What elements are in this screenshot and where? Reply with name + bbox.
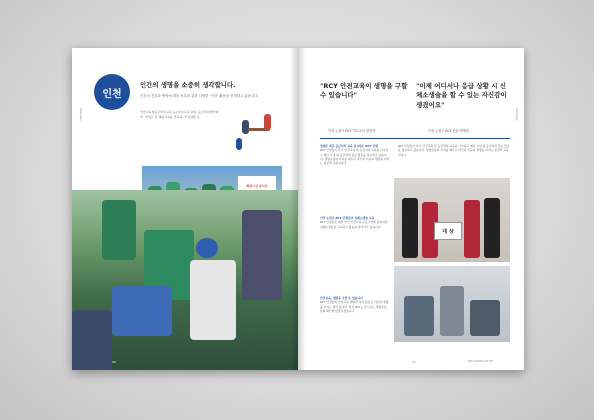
section-heading-3: 안전교육, 생명을 구할 수 있습니다 — [320, 296, 363, 300]
stretcher-illustration — [228, 106, 284, 158]
article-col-2 — [320, 216, 390, 229]
article-intro — [398, 144, 510, 157]
section-heading-2: 인천 논현고 RCY 단원들의 심폐소생술 교육 — [320, 216, 375, 220]
page-number-right: 21 — [412, 360, 416, 364]
running-footer: RED CROSS YOUTH — [468, 360, 493, 363]
quote-attribution-2: 인천 논현고 RCY 단원 양병란 — [428, 129, 470, 133]
section-badge: 인천 — [94, 74, 130, 110]
cpr-class-photo — [394, 266, 510, 342]
body-text: 인천교육청응급처치교육 등) 천실교육 판명, 응급처치법안의 부, 적세고 및 체험교육을 안교육, 안전생활 등 — [140, 110, 219, 119]
divider-line — [320, 138, 510, 139]
page-number-left: 20 — [112, 360, 116, 364]
side-tab-left: Humanity — [79, 108, 82, 121]
award-group-photo — [394, 178, 510, 262]
pull-quote-1: "RCY 안전교육이 생명을 구할 수 있습니다" — [320, 82, 408, 100]
section-heading-1: 생애주 최초 응급처치 교육 실시하는 RCY 단원 — [320, 144, 379, 148]
quote-attribution-1: 인천 논현고 RCY 지도교사 정창혁 — [328, 129, 376, 133]
article-col-3 — [320, 296, 390, 313]
left-page — [72, 48, 298, 370]
spine-shadow — [290, 48, 306, 370]
cpr-training-photo — [72, 190, 298, 370]
page-headline: 인간의 생명을 소중히 생각합니다. — [140, 81, 236, 89]
pull-quote-2: "이제 어디서나 응급 상황 시 신체소생술을 할 수 있는 자신감이 생겼어요" — [416, 82, 507, 109]
page-subhead: 인간의 건강과 생명에 대한 보호를 위한 다양한 '인간' 활동을 전개하고 있습니다. — [140, 94, 259, 98]
intro-text: RCY 단원들이 학교 안전교육 및 응급처치 교육을 이수하고 매년 교내 외 응급처치 홍보 활동을 실시하고 있습니다. 생명존중의 가치를 배우고 자신과 이웃의 생명을 지키는 실천적 교육입니다. — [398, 144, 510, 157]
magazine-spread — [72, 48, 524, 370]
article-col-1 — [320, 144, 390, 166]
section-text-3: RCY 단원들의 안전교육 체험과 봉사 활동은 이웃의 생명을 지키는 힘이 됩니다. 인천 RCY는 앞으로도 생명존중 문화 확산에 앞장서겠습니다. — [320, 300, 389, 313]
side-tab-right: Humanity — [515, 108, 518, 121]
section-text-2: RCY 단원들은 매년 인천 안전교육 프로그램에 참여하여 심폐소생술을 교육하고 활동을 이어가고 있습니다. — [320, 220, 388, 229]
banner-sign: 희망드림 봉사단 — [238, 176, 276, 196]
right-page — [298, 48, 524, 370]
section-text-1: RCY 단원들이 학교 안전교육 및 응급처치 교육을 이수하고 매년 교내 외 응급처치 홍보 활동을 실시하고 있습니다. 생명존중의 가치를 배우고 자신과 이웃의 생명을 지키는 실천적 교육입니다. — [320, 148, 390, 166]
award-sign: 대 상 — [434, 222, 462, 240]
